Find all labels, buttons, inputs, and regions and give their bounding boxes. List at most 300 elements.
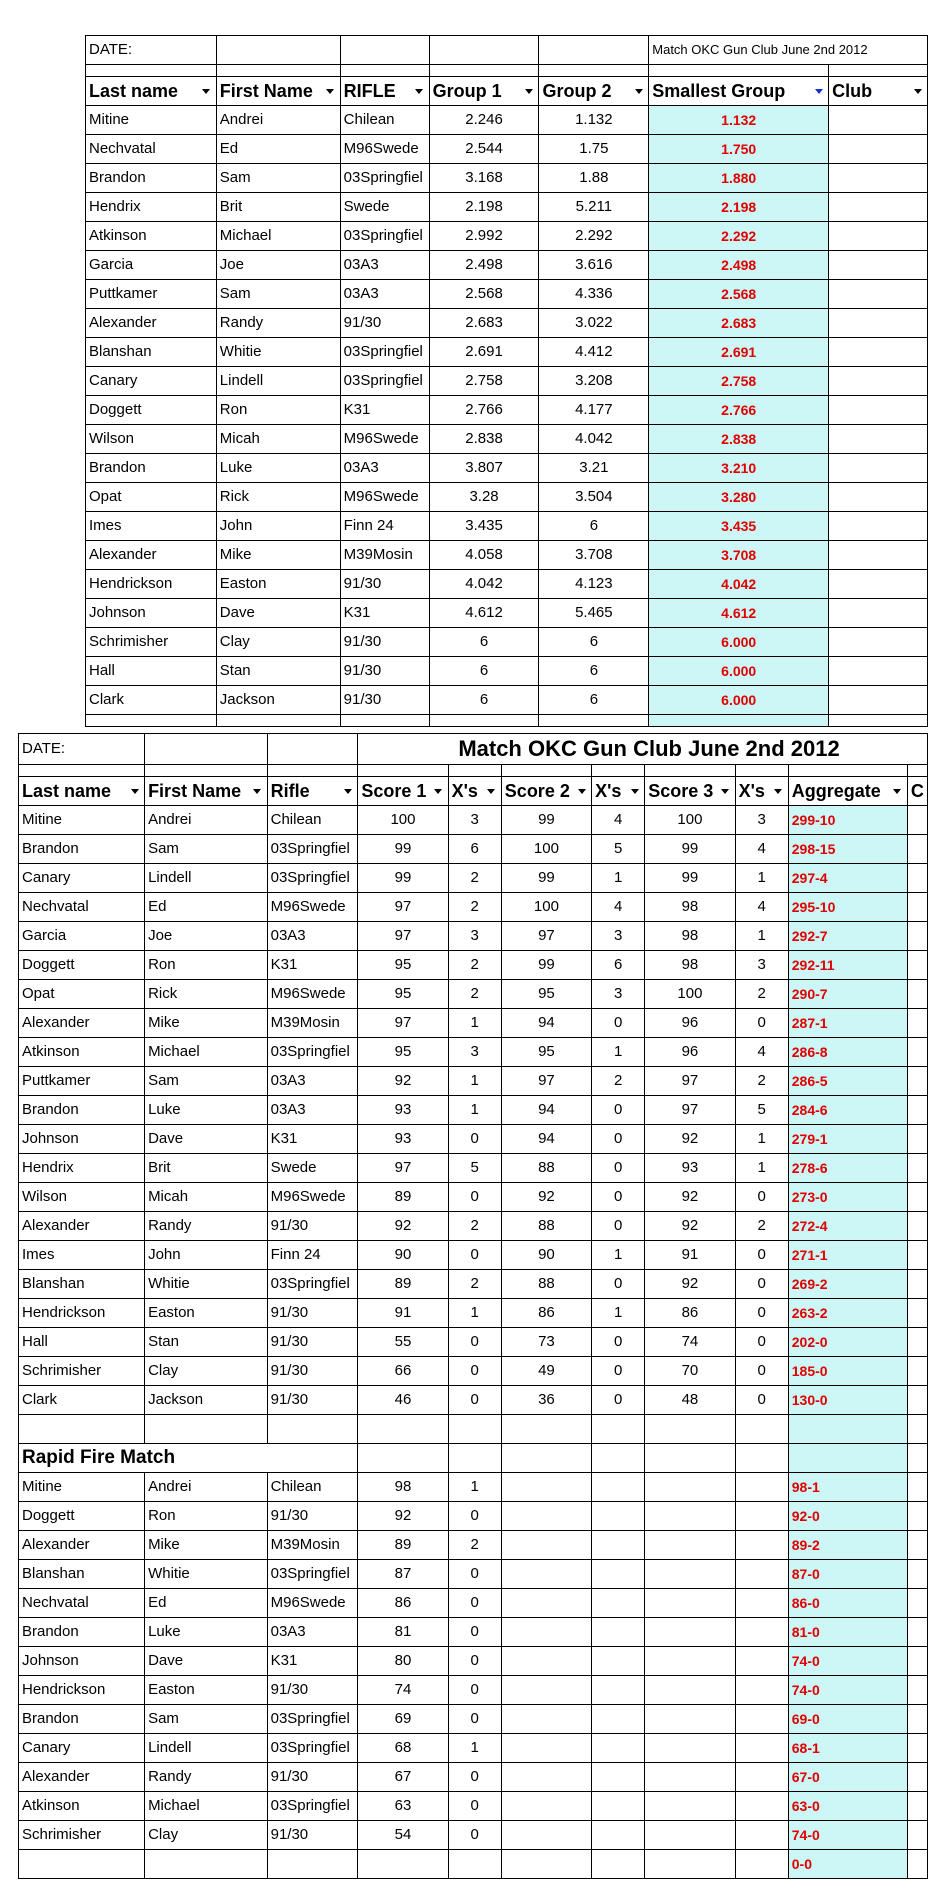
table-cell[interactable]: 74 <box>358 1676 448 1705</box>
table-cell[interactable]: 03A3 <box>267 1067 358 1096</box>
table-cell[interactable]: Lindell <box>145 1734 268 1763</box>
table-cell[interactable] <box>735 1734 788 1763</box>
table-cell[interactable]: 74 <box>645 1328 735 1357</box>
table-cell[interactable]: 3.807 <box>429 454 539 483</box>
table-cell[interactable]: 1.75 <box>539 135 649 164</box>
table-cell[interactable] <box>829 396 928 425</box>
table-cell[interactable]: M39Mosin <box>267 1009 358 1038</box>
table-cell[interactable] <box>735 1792 788 1821</box>
table-cell[interactable]: Sam <box>145 835 268 864</box>
table-cell[interactable]: 1 <box>448 1473 501 1502</box>
table-cell[interactable]: 0 <box>448 1676 501 1705</box>
table-cell[interactable]: 0 <box>448 1386 501 1415</box>
table-cell[interactable] <box>907 1212 927 1241</box>
table-cell[interactable] <box>829 251 928 280</box>
table-cell[interactable]: Brit <box>145 1154 268 1183</box>
table-cell[interactable]: 0 <box>592 1154 645 1183</box>
table-cell[interactable]: 97 <box>645 1096 735 1125</box>
table-cell[interactable]: Andrei <box>145 1473 268 1502</box>
table-cell[interactable] <box>907 951 927 980</box>
table-cell[interactable]: 03Springfiel <box>267 1734 358 1763</box>
table-cell[interactable]: K31 <box>267 951 358 980</box>
table-cell[interactable]: Imes <box>19 1241 145 1270</box>
table-cell[interactable]: 03A3 <box>340 251 429 280</box>
table-cell[interactable]: 2 <box>448 980 501 1009</box>
table-cell[interactable]: 97 <box>358 922 448 951</box>
table-cell[interactable]: Sam <box>145 1067 268 1096</box>
table-cell[interactable]: M96Swede <box>267 980 358 1009</box>
table-cell[interactable]: Hendrickson <box>86 570 217 599</box>
table-cell[interactable]: Doggett <box>86 396 217 425</box>
table-cell[interactable]: Ron <box>145 951 268 980</box>
table-cell[interactable]: Brandon <box>86 164 217 193</box>
table-cell[interactable]: 0 <box>448 1241 501 1270</box>
table-cell[interactable]: Swede <box>340 193 429 222</box>
table-cell[interactable]: Clark <box>19 1386 145 1415</box>
table-cell[interactable]: 97 <box>645 1067 735 1096</box>
table-cell[interactable]: Dave <box>216 599 340 628</box>
table-cell[interactable]: 89 <box>358 1531 448 1560</box>
table-cell[interactable] <box>907 980 927 1009</box>
filter-dropdown-icon[interactable] <box>771 777 786 805</box>
table-cell[interactable]: Randy <box>145 1763 268 1792</box>
table-cell[interactable]: 95 <box>358 980 448 1009</box>
table-cell[interactable]: 91/30 <box>340 686 429 715</box>
table-cell[interactable]: 3 <box>448 922 501 951</box>
table-cell[interactable]: 271-1 <box>788 1241 907 1270</box>
filter-dropdown-icon[interactable] <box>631 77 646 105</box>
table-cell[interactable] <box>645 1705 735 1734</box>
table-cell[interactable]: Clay <box>145 1357 268 1386</box>
table-cell[interactable] <box>735 1473 788 1502</box>
table-cell[interactable] <box>358 1850 448 1879</box>
table-cell[interactable] <box>907 1125 927 1154</box>
table-cell[interactable]: Alexander <box>19 1009 145 1038</box>
table-cell[interactable] <box>501 1821 591 1850</box>
table-cell[interactable]: 86 <box>358 1589 448 1618</box>
table-cell[interactable] <box>592 1734 645 1763</box>
table-cell[interactable]: 1.750 <box>649 135 829 164</box>
table-cell[interactable] <box>907 1647 927 1676</box>
table-cell[interactable] <box>592 1531 645 1560</box>
table-cell[interactable]: 3 <box>735 951 788 980</box>
table-cell[interactable]: 2.992 <box>429 222 539 251</box>
table-cell[interactable] <box>592 1676 645 1705</box>
table-cell[interactable]: 0 <box>448 1560 501 1589</box>
table-cell[interactable] <box>907 1589 927 1618</box>
table-cell[interactable]: 3 <box>592 922 645 951</box>
filter-dropdown-icon[interactable] <box>811 77 826 105</box>
table-cell[interactable]: 3.616 <box>539 251 649 280</box>
table-cell[interactable] <box>829 367 928 396</box>
table-cell[interactable]: 92 <box>645 1125 735 1154</box>
table-cell[interactable]: 74-0 <box>788 1647 907 1676</box>
table-cell[interactable]: Hall <box>19 1328 145 1357</box>
table-cell[interactable]: 94 <box>501 1009 591 1038</box>
table-cell[interactable]: 2.198 <box>429 193 539 222</box>
table-cell[interactable]: 70 <box>645 1357 735 1386</box>
table-cell[interactable]: Johnson <box>19 1125 145 1154</box>
table-cell[interactable] <box>907 1676 927 1705</box>
table-cell[interactable] <box>735 1705 788 1734</box>
table-cell[interactable]: Ed <box>145 1589 268 1618</box>
table-cell[interactable]: 100 <box>358 806 448 835</box>
table-cell[interactable]: 69 <box>358 1705 448 1734</box>
table-cell[interactable]: 1.132 <box>539 106 649 135</box>
table-cell[interactable]: Hendrickson <box>19 1676 145 1705</box>
table-cell[interactable]: 46 <box>358 1386 448 1415</box>
table-cell[interactable]: 97 <box>358 1154 448 1183</box>
table-cell[interactable]: 2.758 <box>429 367 539 396</box>
table-cell[interactable]: Alexander <box>19 1212 145 1241</box>
table-cell[interactable]: Mike <box>145 1531 268 1560</box>
table-cell[interactable]: Dave <box>145 1647 268 1676</box>
table-cell[interactable]: Mike <box>216 541 340 570</box>
table-cell[interactable] <box>501 1531 591 1560</box>
table-cell[interactable]: 90 <box>501 1241 591 1270</box>
table-cell[interactable]: 2.568 <box>429 280 539 309</box>
table-cell[interactable]: 03Springfiel <box>340 164 429 193</box>
table-cell[interactable] <box>907 1560 927 1589</box>
table-cell[interactable]: 6.000 <box>649 628 829 657</box>
table-cell[interactable] <box>592 1560 645 1589</box>
table-cell[interactable] <box>907 1792 927 1821</box>
table-cell[interactable]: Canary <box>19 1734 145 1763</box>
table-cell[interactable]: 0 <box>448 1183 501 1212</box>
table-cell[interactable]: 0 <box>592 1270 645 1299</box>
table-cell[interactable] <box>829 512 928 541</box>
table-cell[interactable]: John <box>145 1241 268 1270</box>
table-cell[interactable]: 100 <box>501 893 591 922</box>
table-cell[interactable]: Brandon <box>19 1705 145 1734</box>
table-cell[interactable] <box>501 1705 591 1734</box>
table-cell[interactable]: Luke <box>216 454 340 483</box>
table-cell[interactable]: 2.691 <box>649 338 829 367</box>
table-cell[interactable]: 1 <box>448 1009 501 1038</box>
table-cell[interactable]: 99 <box>358 864 448 893</box>
table-cell[interactable]: 97 <box>501 922 591 951</box>
table-cell[interactable]: 67-0 <box>788 1763 907 1792</box>
table-cell[interactable] <box>829 599 928 628</box>
table-cell[interactable]: 03Springfiel <box>340 338 429 367</box>
table-cell[interactable]: 3.435 <box>649 512 829 541</box>
table-cell[interactable]: M96Swede <box>340 483 429 512</box>
table-cell[interactable]: K31 <box>267 1125 358 1154</box>
table-cell[interactable]: 269-2 <box>788 1270 907 1299</box>
table-cell[interactable] <box>645 1560 735 1589</box>
table-cell[interactable] <box>907 1328 927 1357</box>
table-cell[interactable]: M96Swede <box>340 425 429 454</box>
table-cell[interactable]: Clay <box>216 628 340 657</box>
table-cell[interactable]: 98 <box>645 893 735 922</box>
table-cell[interactable]: 96 <box>645 1009 735 1038</box>
filter-dropdown-icon[interactable] <box>574 777 589 805</box>
table-cell[interactable]: 0 <box>448 1647 501 1676</box>
table-cell[interactable] <box>907 1357 927 1386</box>
table-cell[interactable]: Schrimisher <box>86 628 217 657</box>
table-cell[interactable]: 202-0 <box>788 1328 907 1357</box>
filter-dropdown-icon[interactable] <box>627 777 642 805</box>
table-cell[interactable]: Mitine <box>86 106 217 135</box>
table-cell[interactable]: 2.498 <box>649 251 829 280</box>
table-cell[interactable]: 91/30 <box>267 1328 358 1357</box>
table-cell[interactable]: K31 <box>340 396 429 425</box>
table-cell[interactable]: Lindell <box>145 864 268 893</box>
table-cell[interactable]: Schrimisher <box>19 1821 145 1850</box>
table-cell[interactable]: 4 <box>592 893 645 922</box>
table-cell[interactable]: 92 <box>358 1502 448 1531</box>
table-cell[interactable] <box>645 1502 735 1531</box>
table-cell[interactable]: 0 <box>448 1705 501 1734</box>
table-cell[interactable]: 03Springfiel <box>267 1038 358 1067</box>
table-cell[interactable]: 0 <box>735 1009 788 1038</box>
table-cell[interactable] <box>907 1154 927 1183</box>
table-cell[interactable]: 95 <box>358 1038 448 1067</box>
table-cell[interactable]: 96 <box>645 1038 735 1067</box>
table-cell[interactable]: 273-0 <box>788 1183 907 1212</box>
table-cell[interactable] <box>592 1705 645 1734</box>
table-cell[interactable] <box>735 1821 788 1850</box>
table-cell[interactable]: 66 <box>358 1357 448 1386</box>
table-cell[interactable]: Michael <box>145 1038 268 1067</box>
table-cell[interactable]: 3.21 <box>539 454 649 483</box>
table-cell[interactable]: 63-0 <box>788 1792 907 1821</box>
table-cell[interactable]: Ed <box>216 135 340 164</box>
table-cell[interactable]: 63 <box>358 1792 448 1821</box>
table-cell[interactable]: 2.292 <box>539 222 649 251</box>
filter-dropdown-icon[interactable] <box>199 77 214 105</box>
table-cell[interactable]: 5.465 <box>539 599 649 628</box>
table-cell[interactable]: 1 <box>735 1125 788 1154</box>
table-cell[interactable]: 2 <box>448 1212 501 1241</box>
table-cell[interactable]: Blanshan <box>19 1560 145 1589</box>
table-cell[interactable]: 99 <box>358 835 448 864</box>
table-cell[interactable]: 284-6 <box>788 1096 907 1125</box>
table-cell[interactable] <box>735 1647 788 1676</box>
table-cell[interactable]: Brit <box>216 193 340 222</box>
table-cell[interactable]: 263-2 <box>788 1299 907 1328</box>
table-cell[interactable]: 92 <box>358 1067 448 1096</box>
table-cell[interactable] <box>592 1618 645 1647</box>
table-cell[interactable]: 4.042 <box>429 570 539 599</box>
table-cell[interactable]: 0 <box>735 1183 788 1212</box>
table-cell[interactable]: 86-0 <box>788 1589 907 1618</box>
table-cell[interactable]: Opat <box>86 483 217 512</box>
table-cell[interactable]: 91 <box>645 1241 735 1270</box>
table-cell[interactable]: 86 <box>501 1299 591 1328</box>
table-cell[interactable] <box>907 1821 927 1850</box>
table-cell[interactable]: 6 <box>539 686 649 715</box>
table-cell[interactable]: 03A3 <box>267 922 358 951</box>
table-cell[interactable] <box>907 1096 927 1125</box>
table-cell[interactable]: 98 <box>358 1473 448 1502</box>
table-cell[interactable] <box>592 1850 645 1879</box>
table-cell[interactable]: 290-7 <box>788 980 907 1009</box>
table-cell[interactable] <box>592 1647 645 1676</box>
table-cell[interactable]: 2.758 <box>649 367 829 396</box>
table-cell[interactable] <box>735 1676 788 1705</box>
table-cell[interactable]: 74-0 <box>788 1821 907 1850</box>
table-cell[interactable] <box>501 1473 591 1502</box>
table-cell[interactable]: 97 <box>501 1067 591 1096</box>
table-cell[interactable]: 3.504 <box>539 483 649 512</box>
table-cell[interactable]: 298-15 <box>788 835 907 864</box>
table-cell[interactable]: 3.210 <box>649 454 829 483</box>
table-cell[interactable]: 1 <box>592 1241 645 1270</box>
table-cell[interactable]: 99 <box>645 864 735 893</box>
table-cell[interactable]: 91/30 <box>267 1299 358 1328</box>
table-cell[interactable]: 03Springfiel <box>267 1270 358 1299</box>
table-cell[interactable]: Johnson <box>86 599 217 628</box>
table-cell[interactable] <box>735 1589 788 1618</box>
table-cell[interactable]: Swede <box>267 1154 358 1183</box>
table-cell[interactable]: Puttkamer <box>86 280 217 309</box>
table-cell[interactable]: 99 <box>501 806 591 835</box>
table-cell[interactable]: 2 <box>735 1067 788 1096</box>
table-cell[interactable]: 3.168 <box>429 164 539 193</box>
table-cell[interactable]: Wilson <box>19 1183 145 1212</box>
table-cell[interactable]: Canary <box>19 864 145 893</box>
table-cell[interactable]: Hendrix <box>19 1154 145 1183</box>
table-cell[interactable]: 80 <box>358 1647 448 1676</box>
table-cell[interactable]: 03A3 <box>267 1618 358 1647</box>
table-cell[interactable]: K31 <box>267 1647 358 1676</box>
table-cell[interactable]: Alexander <box>86 541 217 570</box>
table-cell[interactable] <box>829 338 928 367</box>
table-cell[interactable]: Doggett <box>19 951 145 980</box>
table-cell[interactable] <box>907 1850 927 1879</box>
table-cell[interactable]: 5 <box>448 1154 501 1183</box>
table-cell[interactable]: 92 <box>645 1212 735 1241</box>
table-cell[interactable]: Brandon <box>19 835 145 864</box>
table-cell[interactable]: Luke <box>145 1618 268 1647</box>
table-cell[interactable]: Johnson <box>19 1647 145 1676</box>
table-cell[interactable] <box>501 1502 591 1531</box>
table-cell[interactable]: 0 <box>448 1821 501 1850</box>
table-cell[interactable]: 0 <box>592 1386 645 1415</box>
table-cell[interactable]: 94 <box>501 1096 591 1125</box>
table-cell[interactable]: Chilean <box>267 806 358 835</box>
table-cell[interactable] <box>501 1589 591 1618</box>
table-cell[interactable]: 4.042 <box>649 570 829 599</box>
table-cell[interactable]: 89 <box>358 1270 448 1299</box>
table-cell[interactable]: Atkinson <box>86 222 217 251</box>
table-cell[interactable]: Doggett <box>19 1502 145 1531</box>
table-cell[interactable]: 91/30 <box>267 1821 358 1850</box>
table-cell[interactable]: 4.042 <box>539 425 649 454</box>
table-cell[interactable]: 91/30 <box>267 1763 358 1792</box>
table-cell[interactable]: 4.612 <box>429 599 539 628</box>
table-cell[interactable] <box>907 1386 927 1415</box>
table-cell[interactable]: 0 <box>735 1386 788 1415</box>
table-cell[interactable]: 2.544 <box>429 135 539 164</box>
table-cell[interactable]: 5.211 <box>539 193 649 222</box>
table-cell[interactable]: 89-2 <box>788 1531 907 1560</box>
table-cell[interactable]: Chilean <box>267 1473 358 1502</box>
table-cell[interactable]: 03A3 <box>267 1096 358 1125</box>
table-cell[interactable] <box>829 425 928 454</box>
table-cell[interactable]: Garcia <box>19 922 145 951</box>
table-cell[interactable]: 0-0 <box>788 1850 907 1879</box>
table-cell[interactable] <box>907 893 927 922</box>
table-cell[interactable]: Canary <box>86 367 217 396</box>
table-cell[interactable]: 2 <box>448 864 501 893</box>
table-cell[interactable]: Opat <box>19 980 145 1009</box>
table-cell[interactable]: 2.568 <box>649 280 829 309</box>
table-cell[interactable]: 0 <box>448 1502 501 1531</box>
table-cell[interactable]: 2.838 <box>649 425 829 454</box>
table-cell[interactable]: Joe <box>145 922 268 951</box>
table-cell[interactable]: 2.691 <box>429 338 539 367</box>
table-cell[interactable]: Atkinson <box>19 1792 145 1821</box>
table-cell[interactable] <box>735 1850 788 1879</box>
table-cell[interactable] <box>501 1647 591 1676</box>
table-cell[interactable]: 69-0 <box>788 1705 907 1734</box>
table-cell[interactable] <box>592 1502 645 1531</box>
table-cell[interactable]: 91 <box>358 1299 448 1328</box>
table-cell[interactable]: 6.000 <box>649 657 829 686</box>
table-cell[interactable]: 2 <box>735 980 788 1009</box>
table-cell[interactable] <box>907 1473 927 1502</box>
table-cell[interactable]: 0 <box>592 1212 645 1241</box>
table-cell[interactable]: 1.88 <box>539 164 649 193</box>
table-cell[interactable]: 0 <box>735 1241 788 1270</box>
table-cell[interactable] <box>501 1850 591 1879</box>
table-cell[interactable]: Finn 24 <box>267 1241 358 1270</box>
table-cell[interactable] <box>907 1299 927 1328</box>
table-cell[interactable]: Ed <box>145 893 268 922</box>
table-cell[interactable]: Easton <box>145 1676 268 1705</box>
table-cell[interactable]: Andrei <box>216 106 340 135</box>
table-cell[interactable]: Brandon <box>19 1096 145 1125</box>
table-cell[interactable] <box>645 1763 735 1792</box>
table-cell[interactable] <box>907 1502 927 1531</box>
table-cell[interactable]: 90 <box>358 1241 448 1270</box>
table-cell[interactable]: 100 <box>645 806 735 835</box>
table-cell[interactable]: Imes <box>86 512 217 541</box>
table-cell[interactable]: Puttkamer <box>19 1067 145 1096</box>
table-cell[interactable] <box>907 1705 927 1734</box>
table-cell[interactable]: 95 <box>501 1038 591 1067</box>
table-cell[interactable]: Jackson <box>145 1386 268 1415</box>
table-cell[interactable]: 03Springfiel <box>340 222 429 251</box>
table-cell[interactable]: 98 <box>645 922 735 951</box>
table-cell[interactable]: Lindell <box>216 367 340 396</box>
table-cell[interactable]: 2 <box>448 1531 501 1560</box>
table-cell[interactable]: 1 <box>592 1038 645 1067</box>
table-cell[interactable]: Stan <box>216 657 340 686</box>
table-cell[interactable]: 3.708 <box>649 541 829 570</box>
table-cell[interactable]: 0 <box>735 1357 788 1386</box>
table-cell[interactable]: Brandon <box>86 454 217 483</box>
table-cell[interactable] <box>907 1531 927 1560</box>
table-cell[interactable]: M96Swede <box>267 1589 358 1618</box>
table-cell[interactable]: 0 <box>448 1763 501 1792</box>
table-cell[interactable]: 4.177 <box>539 396 649 425</box>
table-cell[interactable] <box>907 922 927 951</box>
table-cell[interactable]: Andrei <box>145 806 268 835</box>
table-cell[interactable]: Michael <box>216 222 340 251</box>
table-cell[interactable]: 0 <box>448 1589 501 1618</box>
table-cell[interactable]: Michael <box>145 1792 268 1821</box>
table-cell[interactable] <box>645 1850 735 1879</box>
table-cell[interactable]: 0 <box>448 1618 501 1647</box>
table-cell[interactable]: 91/30 <box>340 628 429 657</box>
table-cell[interactable] <box>267 1850 358 1879</box>
table-cell[interactable]: 03Springfiel <box>267 1560 358 1589</box>
table-cell[interactable]: M96Swede <box>267 893 358 922</box>
table-cell[interactable] <box>645 1473 735 1502</box>
